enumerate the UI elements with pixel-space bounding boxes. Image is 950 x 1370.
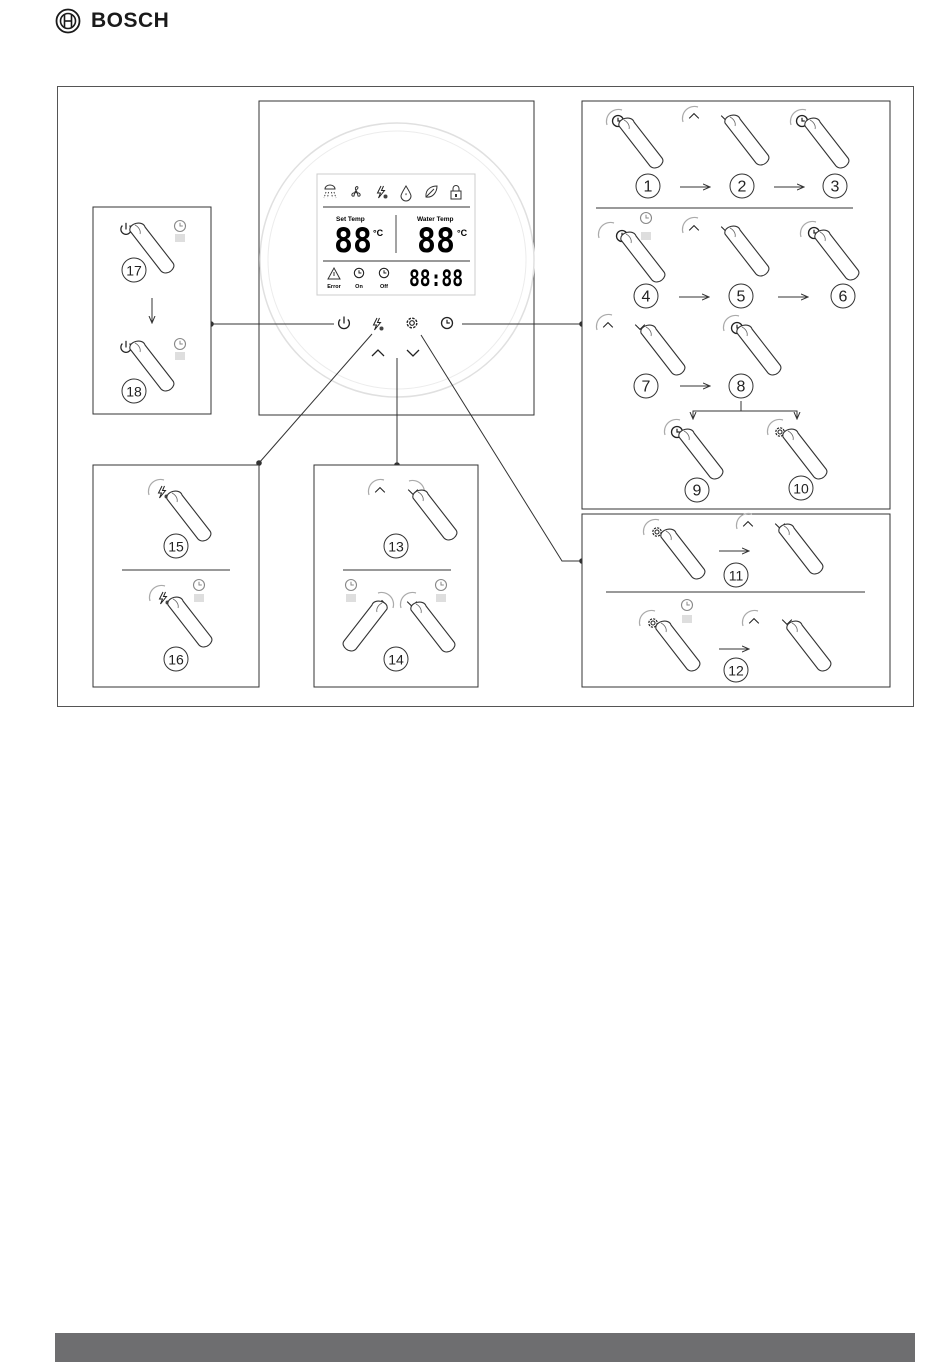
set-temp-unit: °C bbox=[373, 228, 384, 238]
timer-icon bbox=[682, 600, 693, 611]
set-temp-label: Set Temp bbox=[336, 216, 365, 223]
timer-off-icon bbox=[379, 268, 388, 277]
step-number: 10 bbox=[793, 480, 809, 497]
step-13-marker bbox=[384, 534, 408, 558]
clock-value: 88:88 bbox=[409, 267, 463, 292]
brand-name: BOSCH bbox=[91, 9, 170, 32]
lcd-display bbox=[317, 174, 475, 295]
set-temp-value: 88 bbox=[334, 221, 372, 261]
step-9-marker bbox=[685, 478, 709, 502]
step-number: 15 bbox=[168, 538, 184, 555]
step-10-marker bbox=[789, 476, 813, 500]
step-number: 6 bbox=[838, 288, 848, 306]
step-number: 1 bbox=[643, 178, 653, 196]
svg-text:*: * bbox=[404, 193, 408, 200]
timer-button[interactable] bbox=[442, 318, 453, 329]
step-1-marker bbox=[636, 174, 660, 198]
off-label: Off bbox=[380, 284, 388, 290]
step-11-marker bbox=[724, 563, 748, 587]
step-17-marker bbox=[122, 258, 146, 282]
step-number: 14 bbox=[388, 651, 404, 668]
step-number: 16 bbox=[168, 651, 184, 668]
on-label: On bbox=[355, 284, 363, 290]
step-6-marker bbox=[831, 284, 855, 308]
water-temp-value: 88 bbox=[417, 221, 455, 261]
timer-on-icon bbox=[354, 268, 363, 277]
step-18-marker bbox=[122, 379, 146, 403]
step-15-marker bbox=[164, 534, 188, 558]
step-number: 5 bbox=[736, 288, 746, 306]
step-16-marker bbox=[164, 647, 188, 671]
step-number: 11 bbox=[728, 567, 744, 584]
timer-icon bbox=[641, 213, 652, 224]
step-number: 12 bbox=[728, 662, 744, 679]
step-2-marker bbox=[730, 174, 754, 198]
water-temp-unit: °C bbox=[457, 228, 468, 238]
error-label: Error bbox=[327, 284, 341, 290]
step-12-marker bbox=[724, 658, 748, 682]
step-number: 17 bbox=[126, 262, 142, 279]
timer-icon bbox=[194, 580, 205, 591]
step-8-marker bbox=[729, 374, 753, 398]
water-temp-label: Water Temp bbox=[417, 216, 454, 223]
step-number: 9 bbox=[692, 482, 702, 500]
timer-icon bbox=[436, 580, 447, 591]
step-number: 2 bbox=[737, 178, 747, 196]
step-3-marker bbox=[823, 174, 847, 198]
timer-icon bbox=[175, 339, 186, 350]
step-number: 18 bbox=[126, 383, 142, 400]
step-number: 7 bbox=[641, 378, 651, 396]
footer-bar bbox=[55, 1333, 915, 1362]
timer-icon bbox=[175, 221, 186, 232]
timer-icon bbox=[346, 580, 357, 591]
step-5-marker bbox=[729, 284, 753, 308]
step-7-marker bbox=[634, 374, 658, 398]
step-number: 8 bbox=[736, 378, 746, 396]
step-number: 4 bbox=[641, 288, 651, 306]
power-steps-box bbox=[93, 207, 211, 414]
step-14-marker bbox=[384, 647, 408, 671]
step-number: 13 bbox=[388, 538, 404, 555]
step-4-marker bbox=[634, 284, 658, 308]
step-number: 3 bbox=[830, 178, 840, 196]
